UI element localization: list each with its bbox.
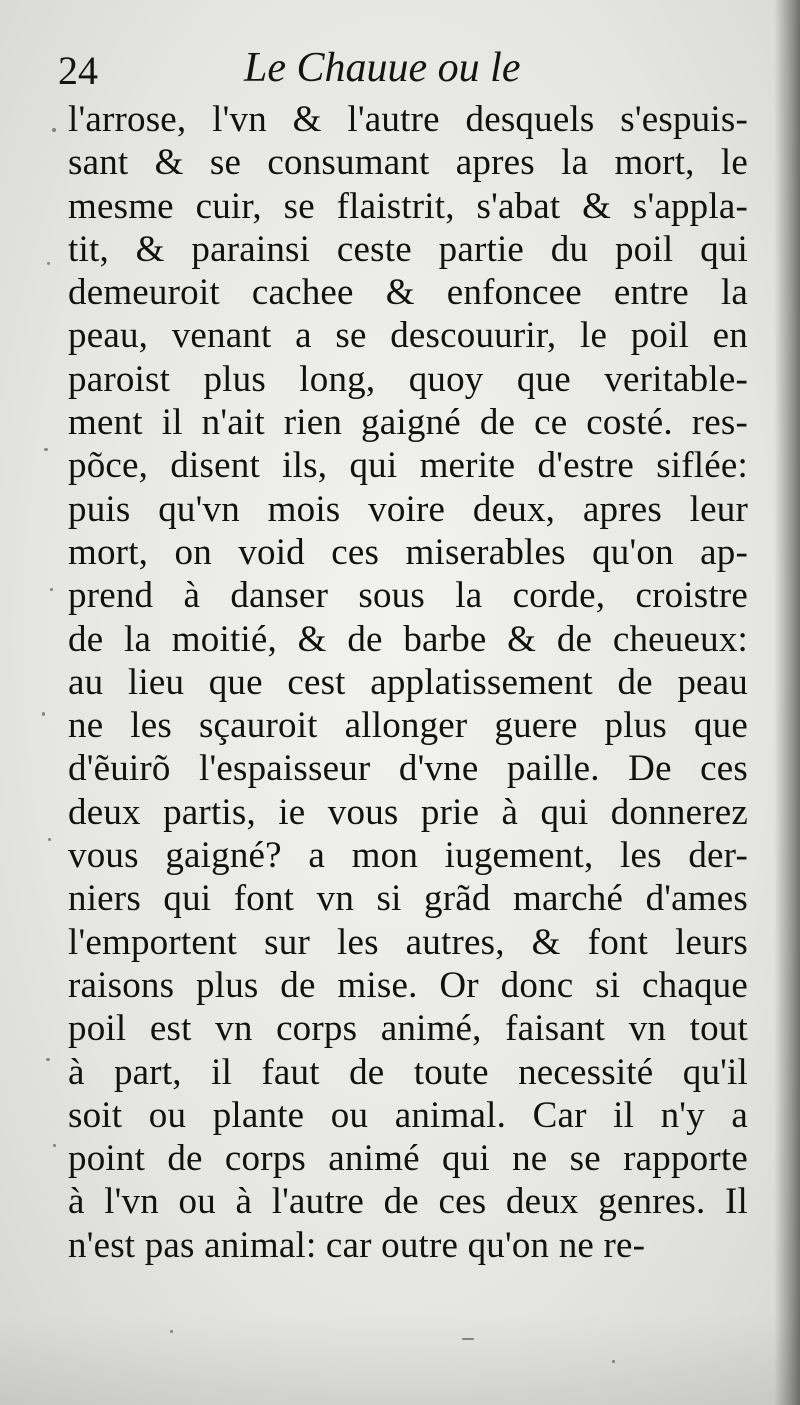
text-line: point de corps animé qui ne se rapporte — [68, 1138, 748, 1180]
text-line: à part, il faut de toute necessité qu'il — [68, 1051, 748, 1093]
page-number: 24 — [58, 48, 98, 93]
text-line: poil est vn corps animé, faisant vn tout — [68, 1008, 748, 1050]
text-line: prend à danser sous la corde, croistre — [68, 575, 748, 617]
text-line: vous gaigné? a mon iugement, les der- — [68, 835, 748, 877]
page-bottom-shade — [0, 1315, 800, 1405]
text-line: à l'vn ou à l'autre de ces deux genres. Il — [68, 1181, 748, 1223]
text-line: raisons plus de mise. Or donc si chaque — [68, 964, 748, 1006]
text-line: niers qui font vn si grãd marché d'ames — [68, 878, 748, 920]
text-line: sant & se consumant apres la mort, le — [68, 142, 748, 184]
page-gutter-shadow — [774, 0, 800, 1405]
text-line: d'ẽuirõ l'espaisseur d'vne paille. De ces — [68, 748, 748, 790]
text-line: soit ou plante ou animal. Car il n'y a — [68, 1094, 748, 1136]
text-line: peau, venant a se descouurir, le poil en — [68, 315, 748, 357]
text-line: l'arrose, l'vn & l'autre desquels s'espuis- — [68, 99, 748, 140]
text-line: tit, & parainsi ceste partie du poil qui — [68, 228, 748, 270]
text-line: mesme cuir, se flaistrit, s'abat & s'appla- — [68, 185, 748, 227]
text-line: puis qu'vn mois voire deux, apres leur — [68, 488, 748, 530]
text-line: paroist plus long, quoy que veritable- — [68, 358, 748, 400]
running-title: Le Chauue ou le — [244, 45, 521, 91]
page-header — [58, 42, 748, 98]
text-line: n'est pas animal: car outre qu'on ne re- — [68, 1224, 646, 1266]
text-line: demeuroit cachee & enfoncee entre la — [68, 272, 748, 314]
text-line: ne les sçauroit allonger guere plus que — [68, 705, 748, 747]
text-line: põce, disent ils, qui merite d'estre siflée: — [68, 445, 748, 487]
text-line: deux partis, ie vous prie à qui donnerez — [68, 791, 748, 833]
body-text — [68, 98, 748, 1267]
text-line: mort, on void ces miserables qu'on ap- — [68, 531, 748, 573]
text-line: au lieu que cest applatissement de peau — [68, 661, 748, 703]
text-line: l'emportent sur les autres, & font leurs — [68, 921, 748, 963]
text-line: ment il n'ait rien gaigné de ce costé. res- — [68, 402, 748, 444]
text-line: de la moitié, & de barbe & de cheueux: — [68, 618, 748, 660]
